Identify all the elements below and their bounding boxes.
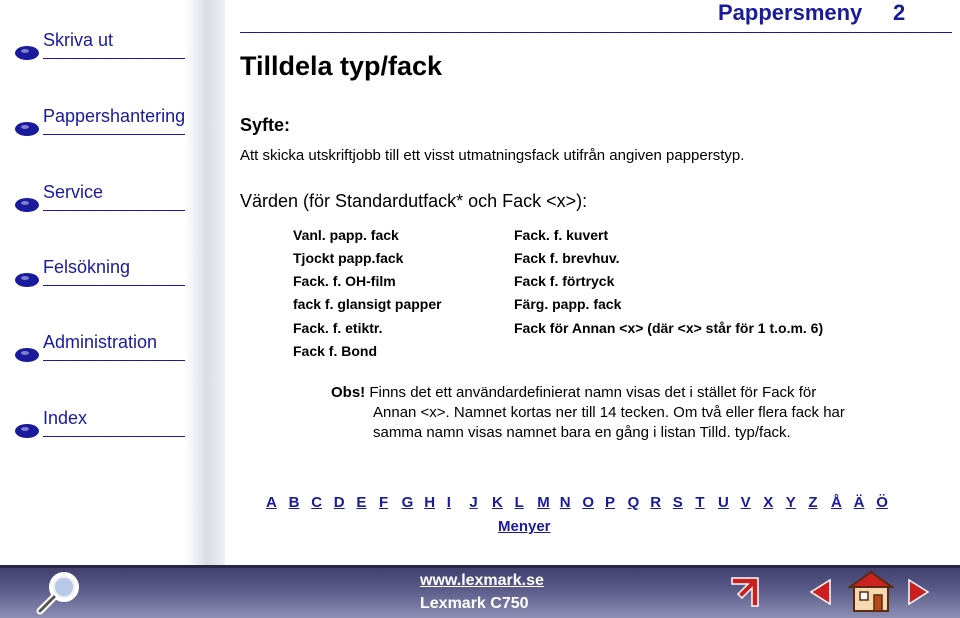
alphabet-link[interactable]: D [333, 494, 345, 511]
previous-page-icon[interactable] [808, 578, 834, 606]
nav-item-label: Index [43, 408, 88, 428]
alphabet-link[interactable]: I [446, 494, 451, 511]
value-right-item: Fack för Annan <x> (där <x> står för 1 t.o.m. 6) [514, 320, 824, 336]
nav-divider [43, 436, 185, 437]
value-right-item: Fack. f. kuvert [514, 227, 609, 243]
alphabet-link[interactable]: U [718, 494, 729, 511]
page-title: Tilldela typ/fack [240, 51, 443, 81]
value-left-item: Tjockt papp.fack [293, 250, 404, 266]
value-left-item: Fack f. Bond [293, 343, 378, 359]
note-text: Finns det ett användardefinierat namn visas det i stället för Fack för [369, 384, 817, 401]
page-number: 2 [893, 0, 906, 25]
alphabet-link[interactable]: S [672, 494, 683, 511]
alphabet-link[interactable]: A [266, 494, 277, 511]
nav-item-print[interactable] [10, 26, 185, 66]
note-line: Annan <x>. Namnet kortas ner till 14 tecken. Om två eller flera fack har [373, 404, 845, 421]
magnifier-icon[interactable] [32, 569, 84, 615]
note-label: Obs! [331, 384, 366, 401]
note-block [331, 383, 871, 443]
alphabet-link[interactable]: H [424, 494, 436, 511]
alphabet-link[interactable]: M [537, 494, 550, 511]
header-divider [240, 32, 952, 33]
footer-bar [0, 565, 960, 618]
nav-item-label: Administration [43, 332, 158, 352]
alphabet-index [266, 494, 886, 514]
alphabet-link[interactable]: Ö [876, 494, 888, 511]
alphabet-link[interactable]: T [695, 494, 705, 511]
nav-divider [43, 58, 185, 59]
alphabet-link[interactable]: E [356, 494, 367, 511]
alphabet-link[interactable]: O [582, 494, 595, 511]
nav-divider [43, 210, 185, 211]
nav-item-administration[interactable] [10, 328, 185, 368]
next-page-icon[interactable] [905, 578, 931, 606]
bullet-icon [12, 120, 42, 138]
alphabet-link[interactable]: P [605, 494, 616, 511]
alphabet-link[interactable]: Z [808, 494, 818, 511]
sidebar-nav [0, 0, 240, 565]
bullet-icon [12, 271, 42, 289]
note-line: samma namn visas namnet bara en gång i listan Tilld. typ/fack. [373, 424, 791, 441]
nav-item-service[interactable] [10, 178, 185, 218]
value-right-item: Färg. papp. fack [514, 296, 622, 312]
menus-link[interactable]: Menyer [498, 518, 551, 535]
value-right-item: Fack f. förtryck [514, 273, 615, 289]
purpose-heading: Syfte: [240, 115, 291, 135]
alphabet-link[interactable]: Ä [853, 494, 865, 511]
section-title: Pappersmeny [718, 0, 863, 25]
nav-item-index[interactable] [10, 404, 185, 444]
nav-item-troubleshooting[interactable] [10, 253, 185, 293]
bullet-icon [12, 422, 42, 440]
alphabet-link[interactable]: R [650, 494, 662, 511]
value-left-item: Fack. f. etiktr. [293, 320, 383, 336]
nav-item-label: Pappershantering [43, 106, 186, 126]
alphabet-link[interactable]: V [740, 494, 751, 511]
alphabet-link[interactable]: C [311, 494, 323, 511]
sidebar-shade [185, 0, 225, 565]
back-arrow-icon[interactable] [728, 574, 764, 610]
value-left-item: Vanl. papp. fack [293, 227, 399, 243]
website-link[interactable]: www.lexmark.se [420, 572, 544, 589]
alphabet-link[interactable]: J [469, 494, 478, 511]
value-right-item: Fack f. brevhuv. [514, 250, 620, 266]
footer-stripe [0, 565, 960, 568]
home-icon[interactable] [848, 569, 894, 615]
alphabet-link[interactable]: K [492, 494, 503, 511]
nav-item-label: Service [43, 182, 104, 202]
alphabet-link[interactable]: B [288, 494, 300, 511]
alphabet-link[interactable]: N [559, 494, 571, 511]
nav-item-paper-handling[interactable] [10, 102, 185, 142]
nav-divider [43, 285, 185, 286]
value-left-item: fack f. glansigt papper [293, 296, 442, 312]
nav-item-label: Skriva ut [43, 30, 114, 50]
purpose-text: Att skicka utskriftjobb till ett visst utmatningsfack utifrån angiven papperstyp. [240, 147, 745, 164]
alphabet-link[interactable]: F [379, 494, 389, 511]
alphabet-link[interactable]: X [763, 494, 774, 511]
value-left-item: Fack. f. OH-film [293, 273, 396, 289]
alphabet-link[interactable]: L [514, 494, 524, 511]
bullet-icon [12, 346, 42, 364]
bullet-icon [12, 196, 42, 214]
values-heading: Värden (för Standardutfack* och Fack <x>): [240, 191, 588, 211]
alphabet-link[interactable]: G [401, 494, 414, 511]
alphabet-link[interactable]: Y [785, 494, 796, 511]
nav-divider [43, 360, 185, 361]
bullet-icon [12, 44, 42, 62]
alphabet-link[interactable]: Q [627, 494, 640, 511]
alphabet-link[interactable]: Å [831, 494, 842, 511]
nav-divider [43, 134, 185, 135]
note-line [331, 383, 871, 403]
product-name: Lexmark C750 [420, 595, 529, 612]
nav-item-label: Felsökning [43, 257, 131, 277]
